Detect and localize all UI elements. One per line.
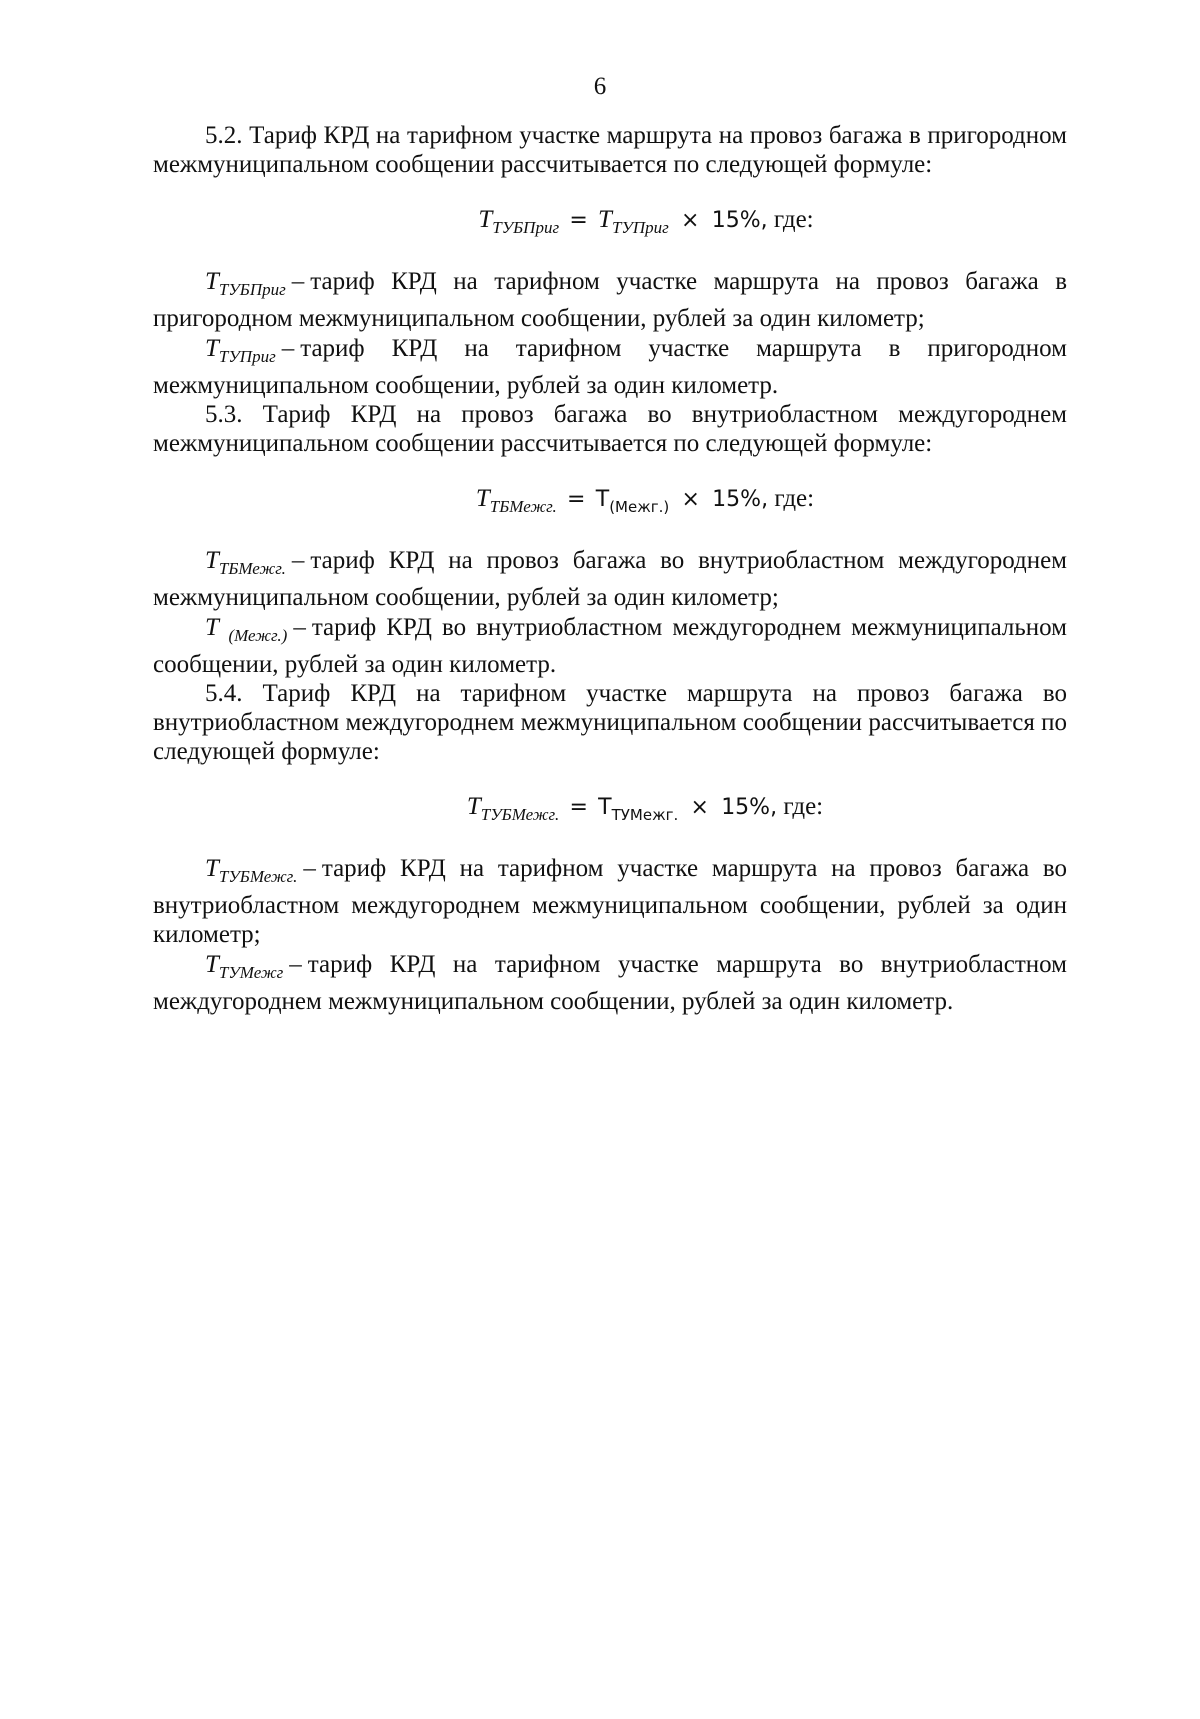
formula-rhs: $T_{ТУПриг}$ (598, 206, 669, 237)
formula-where: где: (783, 793, 824, 820)
definition-text: тариф КРД на тарифном участке маршрута во внутриобластном междугороднем межмуниципальном сообщении, рублей за один километр. (153, 951, 1067, 1015)
document-body (153, 121, 1067, 1016)
definition-symbol: $T_{ТУПриг}$ (205, 335, 276, 366)
percent-value: 15%, (712, 487, 769, 512)
equals-sign: = (567, 487, 586, 512)
definition-5-4-a (153, 854, 1067, 949)
definition-text: тариф КРД на тарифном участке маршрута в пригородном межмуниципальном сообщении, рублей за один километр. (153, 335, 1067, 399)
equals-sign: = (569, 795, 588, 820)
paragraph-5-3: 5.3. Тариф КРД на провоз багажа во внутриобластном междугороднем межмуниципальном сообщении рассчитывается по следующей формуле: (153, 401, 1067, 457)
definition-dash: – (291, 547, 305, 574)
times-sign: × (681, 487, 700, 512)
formula-5-4 (153, 790, 1067, 832)
formula-5-2 (153, 203, 1067, 245)
definition-text: тариф КРД на тарифном участке маршрута на провоз багажа в пригородном межмуниципальном сообщении, рублей за один километр; (153, 268, 1067, 332)
definition-symbol: $T_{ТУБПриг}$ (205, 268, 286, 299)
page-number: 6 (593, 73, 607, 100)
percent-value: 15%, (721, 795, 778, 820)
formula-where: где: (774, 485, 815, 512)
definition-5-2-a (153, 267, 1067, 333)
percent-value: 15%, (711, 208, 768, 233)
definition-5-3-b (153, 613, 1067, 679)
formula-lhs: $T_{ТУБМежг.}$ (466, 793, 560, 824)
definition-dash: – (281, 335, 295, 362)
definition-dash: – (289, 951, 302, 978)
definition-text: тариф КРД во внутриобластном междугороднем межмуниципальном сообщении, рублей за один километр. (153, 614, 1068, 678)
definition-dash: – (293, 614, 306, 641)
definition-symbol: $T_{ТУБМежг.}$ (205, 855, 298, 886)
definition-dash: – (291, 268, 305, 295)
formula-lhs: $T_{ТБМежг.}$ (475, 485, 557, 516)
definition-dash: – (303, 855, 316, 882)
definition-symbol: T $_{(Межг.)}$ (205, 614, 288, 645)
formula-rhs: $T_{ТУМежг.}$ (598, 795, 679, 824)
formula-where: где: (773, 206, 814, 233)
definition-text: тариф КРД на тарифном участке маршрута на провоз багажа во внутриобластном междугороднем межмуниципальном сообщении, рублей за один километр; (153, 855, 1067, 948)
formula-5-3 (153, 482, 1067, 524)
paragraph-5-4: 5.4. Тариф КРД на тарифном участке маршрута на провоз багажа во внутриобластном междугороднем межмуниципальном сообщении рассчитывается по следующей формуле: (153, 680, 1067, 765)
definition-symbol: $T_{ТБМежг.}$ (205, 547, 286, 578)
definition-symbol: $T_{ТУМежг}$ (205, 951, 284, 982)
formula-rhs: $T_{(Межг.)}$ (595, 487, 670, 516)
definition-5-4-b (153, 950, 1067, 1016)
definition-5-2-b (153, 334, 1067, 400)
paragraph-5-2: 5.2. Тариф КРД на тарифном участке маршрута на провоз багажа в пригородном межмуниципальном сообщении рассчитывается по следующей формуле: (153, 122, 1067, 178)
times-sign: × (681, 208, 700, 233)
equals-sign: = (569, 208, 588, 233)
definition-text: тариф КРД на провоз багажа во внутриобластном междугороднем межмуниципальном сообщении, рублей за один километр; (153, 547, 1067, 611)
times-sign: × (690, 795, 709, 820)
definition-5-3-a (153, 546, 1067, 612)
formula-lhs: $T_{ТУБПриг}$ (478, 206, 560, 237)
